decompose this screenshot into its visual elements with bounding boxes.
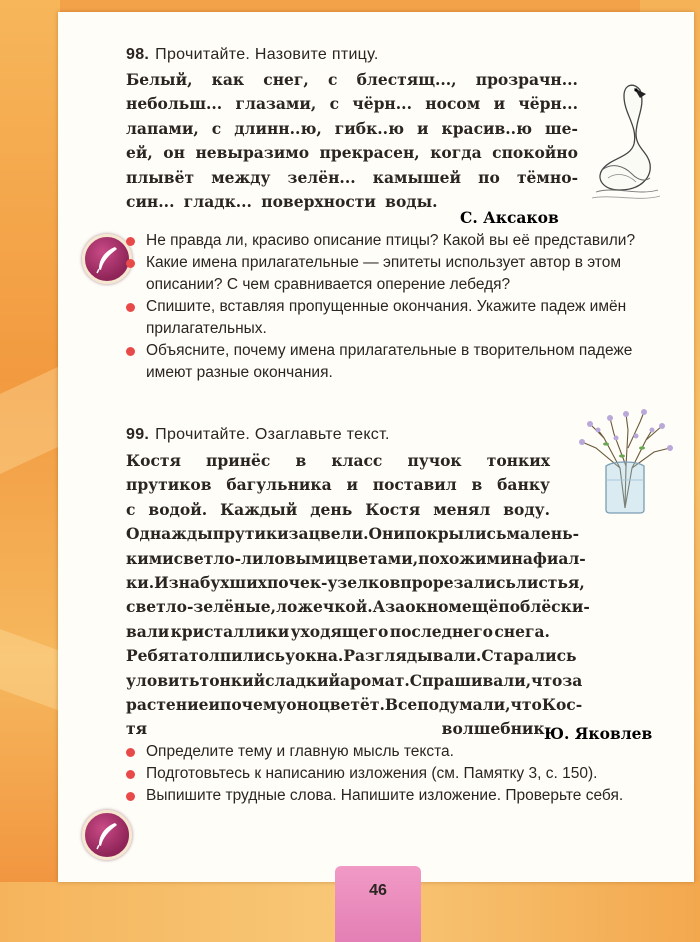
word: между	[211, 167, 271, 187]
word: в	[295, 451, 307, 470]
word: багульника	[226, 475, 332, 495]
word: сладкий	[265, 670, 341, 690]
exercise-98-tasks	[90, 230, 680, 384]
word: кими	[126, 548, 174, 568]
exercise-instruction: Прочитайте. Озаглавьте текст.	[155, 426, 390, 443]
word: и	[416, 118, 429, 138]
word: с	[211, 118, 222, 138]
word: по	[478, 167, 500, 187]
text-line	[126, 595, 590, 619]
word: носом	[425, 94, 481, 114]
word: уловить	[126, 670, 200, 690]
bullet-icon	[126, 770, 135, 779]
task-item	[124, 252, 680, 296]
word: А	[372, 597, 386, 617]
word: прорезались	[400, 573, 516, 593]
word: покрылись	[404, 524, 507, 544]
text-line	[126, 498, 550, 522]
task-item	[124, 741, 680, 763]
word: окна.	[295, 646, 344, 666]
word: прутиков	[126, 475, 212, 495]
word: блестящ...,	[356, 70, 457, 89]
text-line	[126, 620, 550, 644]
task-text: Спишите, вставляя пропущенные окончания. Укажите падеж имён прилагательных.	[146, 298, 627, 337]
exercise-98-heading	[126, 46, 379, 64]
word: окном	[405, 597, 462, 617]
word: принёс	[206, 451, 271, 470]
word: красив..ю	[441, 118, 532, 138]
word: растение	[126, 695, 209, 715]
text-line	[126, 166, 578, 190]
task-text: Определите тему и главную мысль текста.	[146, 743, 454, 760]
word: почему	[220, 695, 287, 715]
word: он	[163, 143, 185, 163]
task-item	[124, 230, 680, 252]
task-item	[124, 340, 680, 384]
exercise-99-tasks	[90, 741, 680, 807]
task-item	[124, 763, 680, 785]
word: за	[562, 670, 583, 690]
exercise-number: 99.	[126, 426, 150, 443]
word: Из	[154, 573, 179, 593]
word: поставил	[372, 475, 457, 495]
word: длинн..ю,	[234, 118, 322, 138]
word: плывёт	[126, 167, 195, 187]
word: ше-	[544, 118, 578, 138]
word: аромат.	[340, 670, 410, 690]
word: Однажды	[126, 524, 213, 544]
word: Все	[384, 695, 418, 715]
word: зелён...	[287, 167, 356, 187]
word: и	[493, 94, 506, 114]
word: снега.	[494, 621, 550, 641]
word: малень-	[506, 524, 580, 544]
word: с	[329, 94, 340, 114]
word: банку	[497, 475, 550, 495]
exercise-99-text	[126, 449, 590, 742]
text-line	[126, 571, 585, 595]
task-text: Подготовьтесь к написанию изложения (см. Памятку 3, с. 150).	[146, 765, 598, 782]
word: почек-узелков	[266, 573, 401, 593]
text-line	[126, 473, 550, 497]
word: син...	[126, 192, 175, 212]
text-line	[126, 68, 578, 92]
text-span: тя волшебник.	[126, 719, 550, 739]
quill-icon	[82, 810, 132, 860]
text-span: с водой. Каждый день Костя менял воду.	[126, 499, 550, 519]
word: кристаллики	[170, 621, 290, 641]
bullet-icon	[126, 347, 135, 356]
exercise-instruction: Прочитайте. Назовите птицу.	[155, 46, 379, 63]
exercise-98-text	[126, 68, 578, 214]
word: за	[385, 597, 406, 617]
task-text: Не правда ли, красиво описание птицы? Какой вы её представили?	[146, 232, 636, 249]
word: с	[327, 70, 338, 89]
word: снег,	[263, 70, 309, 89]
task-text: Какие имена прилагательные — эпитеты использует автор в этом описании? С чем сравнивается оперение лебедя?	[146, 254, 622, 293]
text-line	[126, 644, 577, 668]
bullet-icon	[126, 792, 135, 801]
word: вали	[126, 621, 170, 641]
word: зацвели.	[288, 524, 369, 544]
word: фиал-	[532, 548, 586, 568]
word: что	[510, 695, 542, 715]
word: цветёт.	[318, 695, 385, 715]
exercise-99-author: Ю. Яковлев	[544, 724, 653, 743]
word: цветами,	[336, 548, 419, 568]
bullet-icon	[126, 259, 135, 268]
word: похожими	[418, 548, 512, 568]
page-number: 46	[369, 882, 387, 899]
word: ложечкой.	[276, 597, 373, 617]
text-line	[126, 141, 578, 165]
word: гладк...	[183, 192, 252, 212]
exercise-99-heading	[126, 426, 390, 444]
word: чёрн...	[352, 94, 412, 114]
text-line	[126, 669, 583, 693]
word: невыразимо	[195, 143, 310, 163]
word: светло-лиловыми	[173, 548, 336, 568]
word: лапами,	[126, 118, 199, 138]
task-item	[124, 785, 680, 807]
word: спокойно	[492, 143, 578, 163]
word: Костя	[126, 451, 181, 470]
text-line	[126, 92, 578, 116]
word: когда	[430, 143, 482, 163]
word: как	[211, 70, 245, 89]
word: толпились	[188, 646, 286, 666]
word: тонких	[486, 451, 550, 470]
bullet-icon	[126, 237, 135, 246]
word: у	[285, 646, 296, 666]
word: ей,	[126, 143, 153, 163]
task-item	[124, 296, 680, 340]
word: поблёски-	[498, 597, 590, 617]
word: поверхности	[261, 192, 376, 212]
word: прекрасен,	[319, 143, 420, 163]
word: и	[346, 475, 358, 495]
word: камышей	[372, 167, 462, 187]
word: листья,	[515, 573, 585, 593]
bullet-icon	[126, 748, 135, 757]
word: пучок	[407, 451, 462, 470]
word: прутики	[212, 524, 289, 544]
word: Старались	[481, 646, 577, 666]
task-text: Объясните, почему имена прилагательные в творительном падеже имеют разные окончания.	[146, 342, 633, 381]
task-text: Выпишите трудные слова. Напишите изложение. Проверьте себя.	[146, 787, 624, 804]
word: подумали,	[417, 695, 511, 715]
word: набухших	[178, 573, 267, 593]
word: небольш...	[126, 94, 223, 114]
exercise-98-author: С. Аксаков	[460, 208, 559, 227]
word: Спрашивали,	[409, 670, 532, 690]
page-number-tab	[335, 866, 421, 942]
word: воды.	[385, 192, 438, 212]
text-line	[126, 547, 586, 571]
bullet-icon	[126, 303, 135, 312]
page-margin-left	[0, 0, 60, 942]
text-line	[126, 117, 578, 141]
text-line	[126, 449, 550, 473]
word: Они	[368, 524, 405, 544]
flowers-in-jar-illustration	[576, 408, 674, 514]
word: прозрачн...	[475, 70, 578, 89]
word: гибк..ю	[334, 118, 404, 138]
text-line	[126, 522, 580, 546]
word: что	[531, 670, 563, 690]
word: Кос-	[541, 695, 583, 715]
word: тёмно-	[516, 167, 578, 187]
swan-illustration	[590, 74, 662, 202]
text-line	[126, 693, 583, 717]
exercise-number: 98.	[126, 46, 150, 63]
word: на	[511, 548, 533, 568]
word: глазами,	[235, 94, 317, 114]
word: тонкий	[199, 670, 266, 690]
word: последнего	[389, 621, 494, 641]
text-line	[126, 717, 550, 741]
word: в	[471, 475, 483, 495]
word: светло-зелёные,	[126, 597, 277, 617]
word: и	[208, 695, 220, 715]
word: Разглядывали.	[343, 646, 482, 666]
word: уходящего	[290, 621, 389, 641]
word: ки.	[126, 573, 155, 593]
word: чёрн...	[518, 94, 578, 114]
word: Белый,	[126, 70, 193, 89]
word: оно	[286, 695, 319, 715]
word: класс	[331, 451, 383, 470]
word: Ребята	[126, 646, 189, 666]
word: ещё	[461, 597, 499, 617]
textbook-page	[58, 12, 694, 882]
